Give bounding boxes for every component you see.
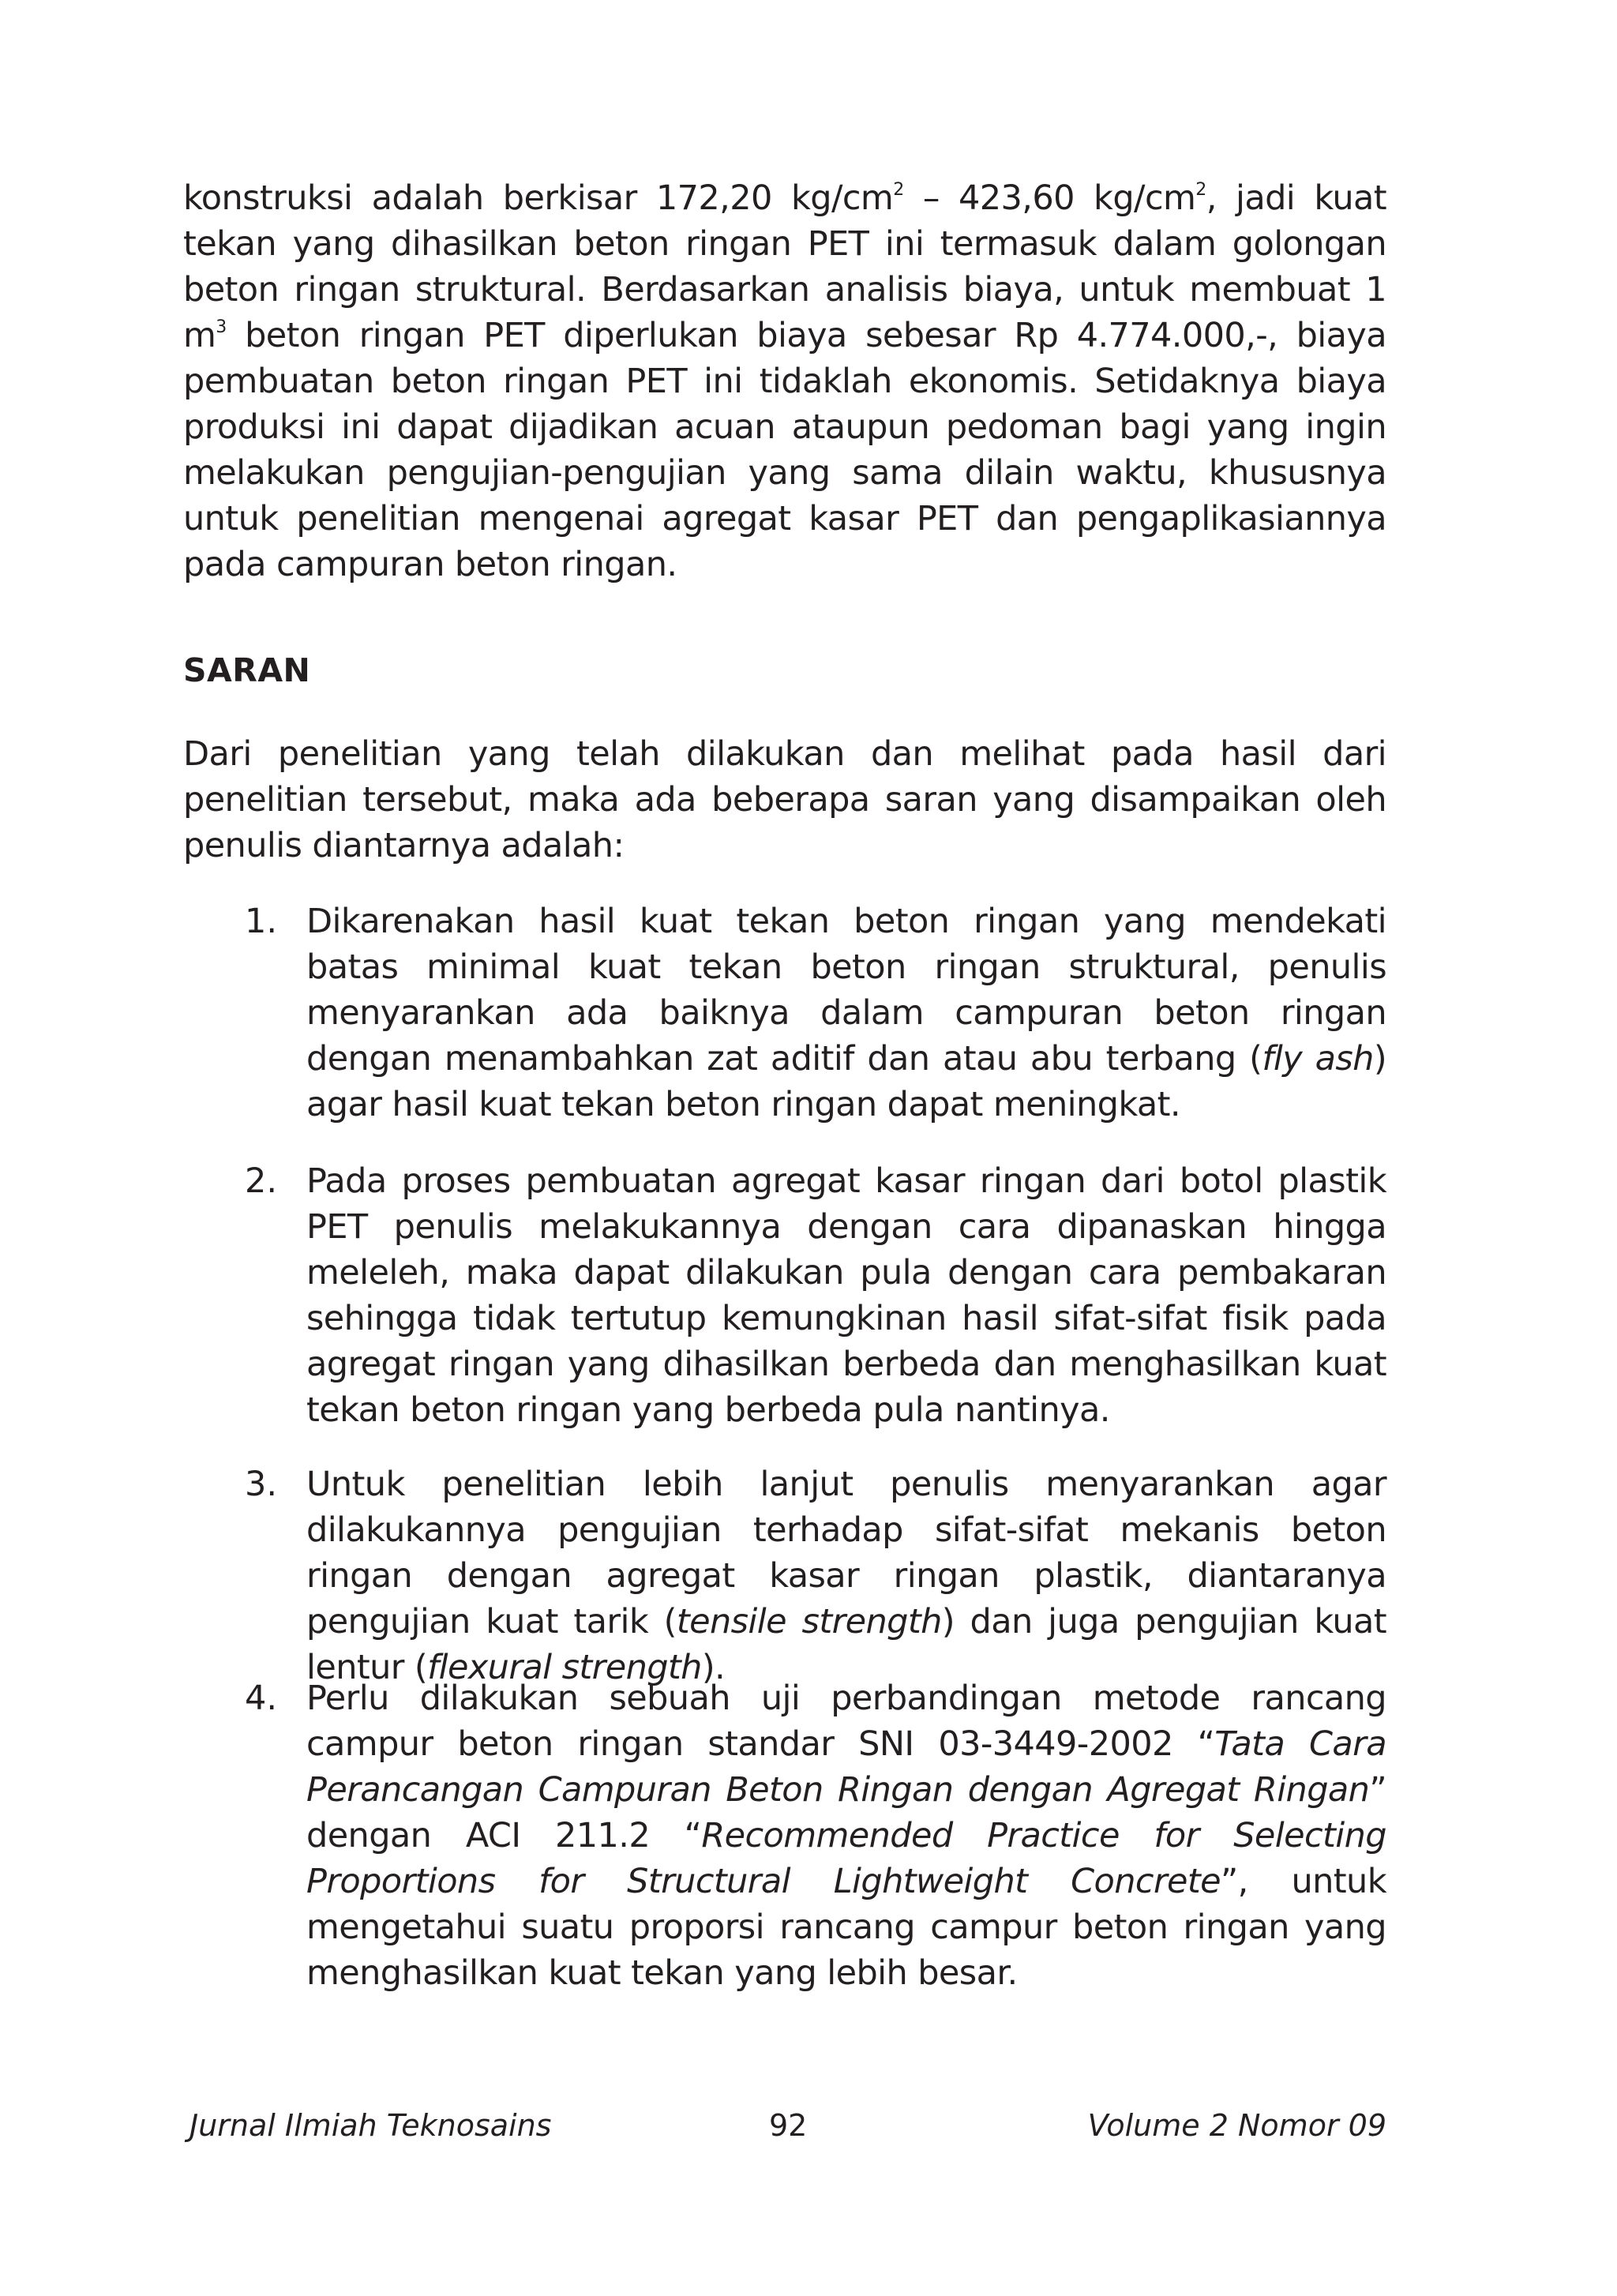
item-text-part: Dikarenakan hasil kuat tekan beton ringan yang mendekati batas minimal kuat tekan beton ringan struktural, penulis menyarankan ada baiknya dalam campuran beton ringan dengan menambahkan zat aditif dan atau abu terbang ( [306,902,1386,1079]
list-item-text [306,1675,1386,1996]
intro-text-4: beton ringan PET diperlukan biaya sebesar Rp 4.774.000,-, biaya pembuatan beton ringan PET ini tidaklah ekonomis. Setidaknya biaya produksi ini dapat dijadikan acuan ataupun pedoman bagi yang ingin melakukan pengujian-pengujian yang sama dilain waktu, khususnya untuk penelitian mengenai agregat kasar PET dan pengaplikasiannya pada campuran beton ringan. [183,316,1386,584]
superscript-2: 2 [1195,180,1206,200]
item-italic-title: Tata Cara Perancangan Campuran Beton Ringan dengan Agregat Ringan [306,1724,1387,1810]
section-heading: SARAN [183,651,311,689]
superscript-3: 3 [216,317,227,337]
item-italic-term: flexural strength [427,1648,702,1687]
intro-text-1: konstruksi adalah berkisar 172,20 kg/cm [183,178,894,218]
list-item-text [306,899,1386,1127]
footer-volume: Volume 2 Nomor 09 [1087,2108,1386,2143]
footer-journal-name: Jurnal Ilmiah Teknosains [189,2108,552,2143]
intro-text-2: – 423,60 kg/cm [903,178,1196,218]
item-text-part: ) agar hasil kuat tekan beton ringan dapat meningkat. [306,1039,1386,1124]
intro-text-3: , jadi kuat tekan yang dihasilkan beton ringan PET ini termasuk dalam golongan beton ringan struktural. Berdasarkan analisis biaya, untuk membuat 1 m [183,178,1386,355]
item-text-part: Perlu dilakukan sebuah uji perbandingan metode rancang campur beton ringan standar SNI 03-3449-2002 “ [306,1679,1386,1764]
item-italic-title: Recommended Practice for Selecting Proportions for Structural Lightweight Concrete [306,1816,1386,1901]
superscript-2: 2 [893,180,904,200]
item-text-part: ”, untuk mengetahui suatu proporsi rancang campur beton ringan yang menghasilkan kuat tekan yang lebih besar. [306,1862,1386,1993]
intro-paragraph [183,175,1386,587]
item-text-part: ) dan juga pengujian kuat lentur ( [306,1602,1386,1687]
list-item-number: 4. [245,1679,278,1718]
footer-page-number: 92 [769,2108,808,2143]
item-text-part: ). [701,1648,726,1687]
list-item-number: 3. [245,1465,278,1504]
list-item-number: 2. [245,1161,278,1201]
saran-intro-paragraph: Dari penelitian yang telah dilakukan dan melihat pada hasil dari penelitian tersebut, maka ada beberapa saran yang disampaikan oleh penulis diantarnya adalah: [183,734,1386,865]
item-text-part: Untuk penelitian lebih lanjut penulis menyarankan agar dilakukannya pengujian terhadap sifat-sifat mekanis beton ringan dengan agregat kasar ringan plastik, diantaranya pengujian kuat tarik ( [306,1465,1386,1641]
list-item-number: 1. [245,902,278,941]
list-item-text [306,1461,1386,1690]
item-text-part: ” dengan ACI 211.2 “ [306,1770,1386,1855]
item-italic-term: tensile strength [676,1602,942,1641]
list-item-text: Pada proses pembuatan agregat kasar ringan dari botol plastik PET penulis melakukannya dengan cara dipanaskan hingga meleleh, maka dapat dilakukan pula dengan cara pembakaran sehingga tidak tertutup kemungkinan hasil sifat-sifat fisik pada agregat ringan yang dihasilkan berbeda dan menghasilkan kuat tekan beton ringan yang berbeda pula nantinya. [306,1161,1386,1430]
item-italic-term: fly ash [1262,1039,1374,1079]
